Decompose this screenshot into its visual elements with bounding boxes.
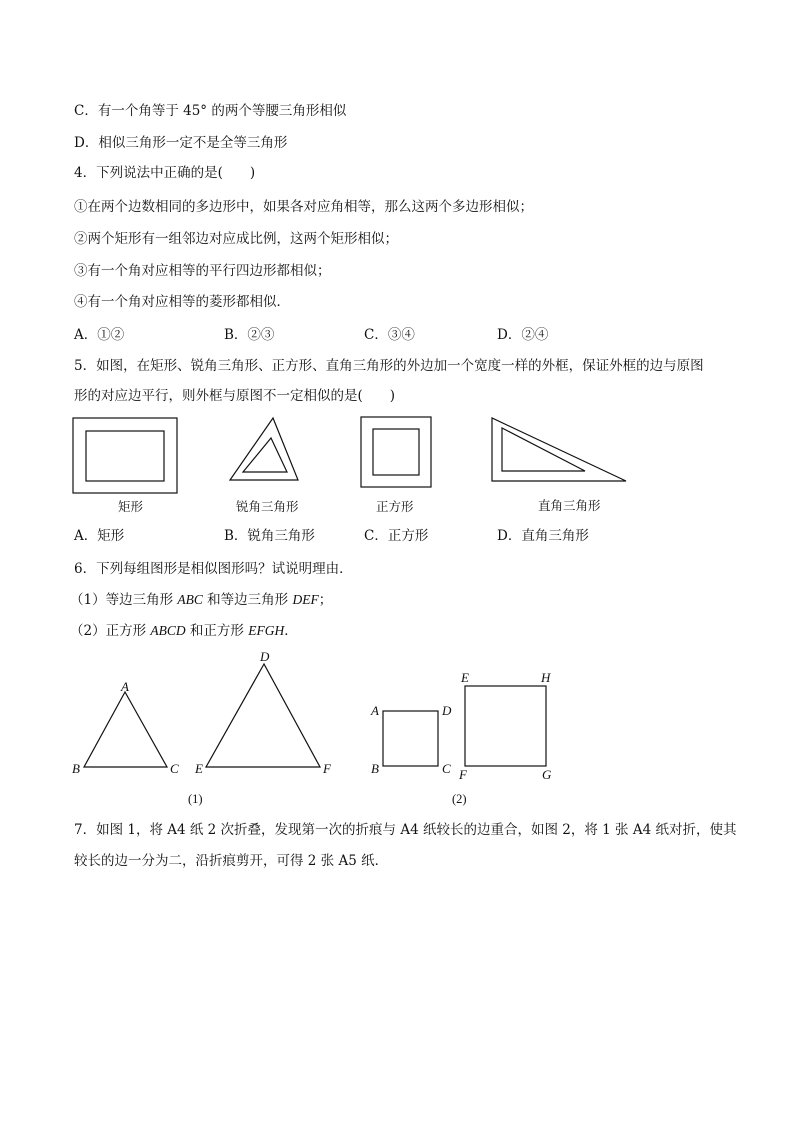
label-f: F — [323, 761, 331, 776]
q4-option-d: D．②④ — [497, 327, 549, 343]
q4-option-a: A．①② — [74, 327, 125, 343]
question-6: 6．下列每组图形是相似图形吗？试说明理由． — [74, 561, 353, 577]
label-d: D — [260, 649, 270, 664]
label-sq-a: A — [371, 703, 379, 718]
triangle-abc — [84, 692, 167, 767]
caption-square: 正方形 — [376, 499, 414, 514]
label-sq-h: H — [541, 670, 551, 685]
caption-acute-triangle: 锐角三角形 — [236, 499, 299, 514]
label-a: A — [121, 679, 129, 694]
question-5-line-2: 形的对应边平行，则外框与原图不一定相似的是( ) — [74, 388, 396, 404]
label-sq-g: G — [542, 767, 552, 782]
q5-option-c: C．正方形 — [364, 528, 429, 544]
q4-statement-4: ④有一个角对应相等的菱形都相似． — [74, 294, 290, 310]
q4-option-b: B．②③ — [224, 327, 275, 343]
q6-part-2: （2）正方形 ABCD 和正方形 EFGH． — [70, 623, 298, 639]
label-sq-f: F — [459, 767, 467, 782]
question-5-line-1: 5．如图，在矩形、锐角三角形、正方形、直角三角形的外边加一个宽度一样的外框，保证外框的边与原图 — [74, 358, 704, 374]
q4-option-c: C．③④ — [364, 327, 415, 343]
label-b: B — [72, 761, 80, 776]
q4-statement-2: ②两个矩形有一组邻边对应成比例，这两个矩形相似； — [74, 231, 398, 247]
triangle-def — [206, 664, 320, 767]
q5-option-b: B．锐角三角形 — [224, 528, 315, 544]
q4-statement-1: ①在两个边数相同的多边形中，如果各对应角相等，那么这两个多边形相似； — [74, 199, 533, 215]
square-abcd — [383, 711, 438, 766]
q5-option-a: A．矩形 — [74, 528, 125, 544]
q5-option-d: D．直角三角形 — [497, 528, 589, 544]
question-4: 4．下列说法中正确的是( ) — [74, 165, 256, 181]
figure-caption-2: (2) — [452, 792, 467, 806]
label-sq-b: B — [371, 761, 379, 776]
figure-caption-1: (1) — [188, 792, 203, 806]
q3-option-c: C．有一个角等于 45° 的两个等腰三角形相似 — [74, 103, 347, 119]
caption-rectangle: 矩形 — [118, 499, 144, 514]
label-sq-c: C — [442, 761, 451, 776]
question-7-line-1: 7．如图 1，将 A4 纸 2 次折叠，发现第一次的折痕与 A4 纸较长的边重合，如图 2，将 1 张 A4 纸对折，使其 — [74, 822, 737, 838]
square-efgh — [465, 686, 546, 766]
question-7-line-2: 较长的边一分为二，沿折痕剪开，可得 2 张 A5 纸． — [74, 853, 389, 869]
label-sq-d: D — [442, 703, 452, 718]
label-e: E — [195, 761, 203, 776]
q3-option-d: D．相似三角形一定不是全等三角形 — [74, 135, 288, 151]
q4-statement-3: ③有一个角对应相等的平行四边形都相似； — [74, 263, 331, 279]
label-sq-e: E — [461, 670, 469, 685]
caption-right-triangle: 直角三角形 — [538, 498, 601, 513]
q6-part-1: （1）等边三角形 ABC 和等边三角形 DEF； — [70, 592, 333, 608]
label-c: C — [170, 761, 179, 776]
